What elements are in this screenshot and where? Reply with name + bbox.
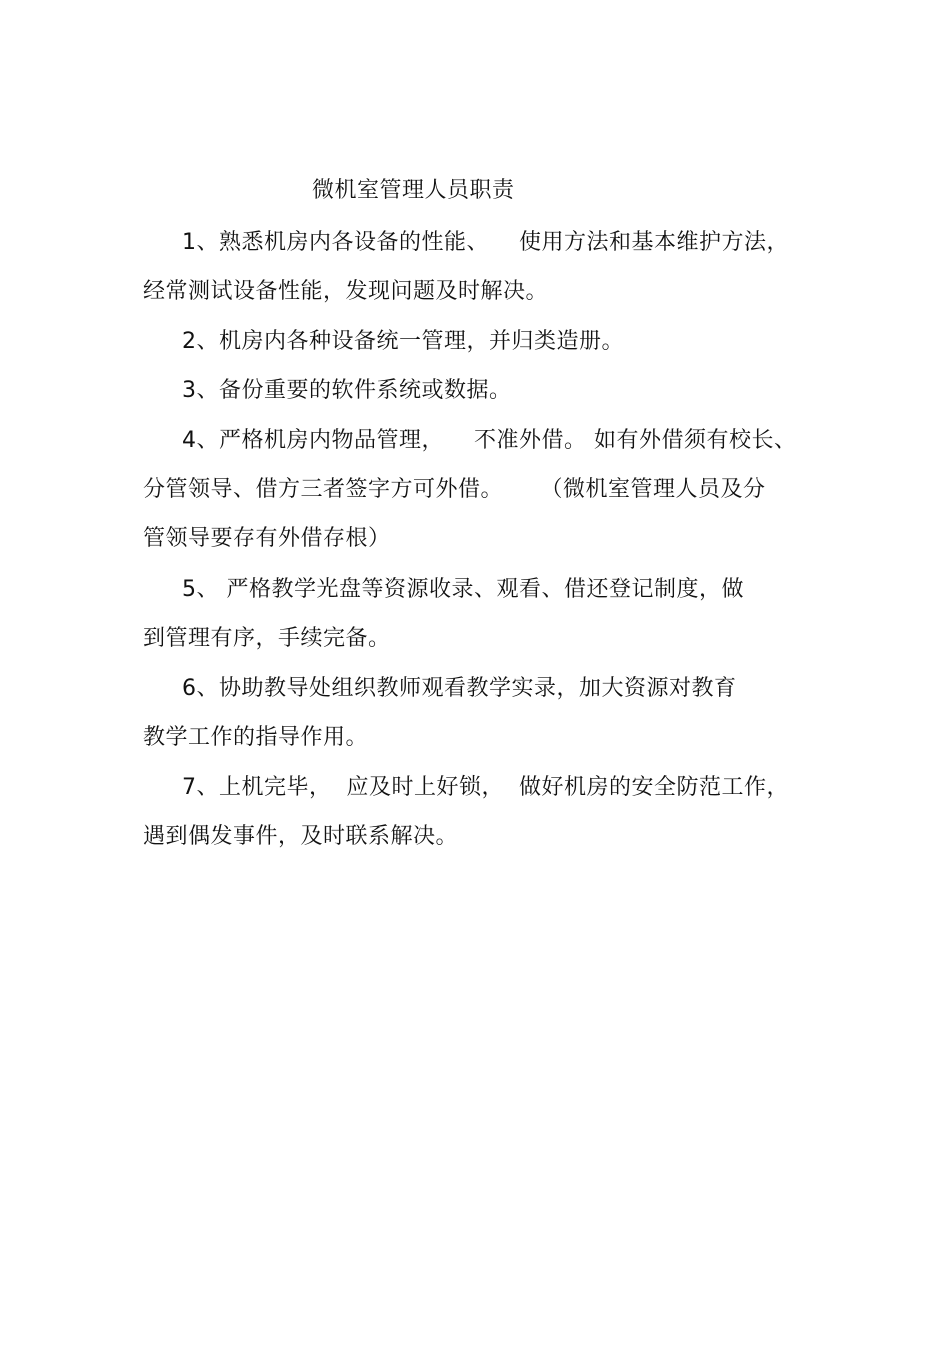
document-title: 微机室管理人员职责 xyxy=(312,178,515,203)
item-1-line-2: 经常测试设备性能，发现问题及时解决。 xyxy=(143,279,549,304)
item-6-line-2: 教学工作的指导作用。 xyxy=(143,725,369,750)
item-1-line-1: 1、熟悉机房内各设备的性能、 使用方法和基本维护方法， xyxy=(182,230,789,255)
item-6-line-1: 6、协助教导处组织教师观看教学实录，加大资源对教育 xyxy=(182,676,737,701)
item-7-line-2: 遇到偶发事件，及时联系解决。 xyxy=(143,824,459,849)
item-4-line-2: 分管领导、借方三者签字方可外借。 （微机室管理人员及分 xyxy=(143,477,766,502)
item-4-line-1: 4、严格机房内物品管理， 不准外借。 如有外借须有校长、 xyxy=(182,428,797,453)
item-3-line-1: 3、备份重要的软件系统或数据。 xyxy=(182,378,512,403)
item-5-line-1: 5、 严格教学光盘等资源收录、观看、借还登记制度，做 xyxy=(182,577,744,602)
item-2-line-1: 2、机房内各种设备统一管理，并归类造册。 xyxy=(182,329,624,354)
item-5-line-2: 到管理有序，手续完备。 xyxy=(143,626,391,651)
item-7-line-1: 7、上机完毕， 应及时上好锁， 做好机房的安全防范工作， xyxy=(182,775,789,800)
item-4-line-3: 管领导要存有外借存根） xyxy=(143,526,391,551)
